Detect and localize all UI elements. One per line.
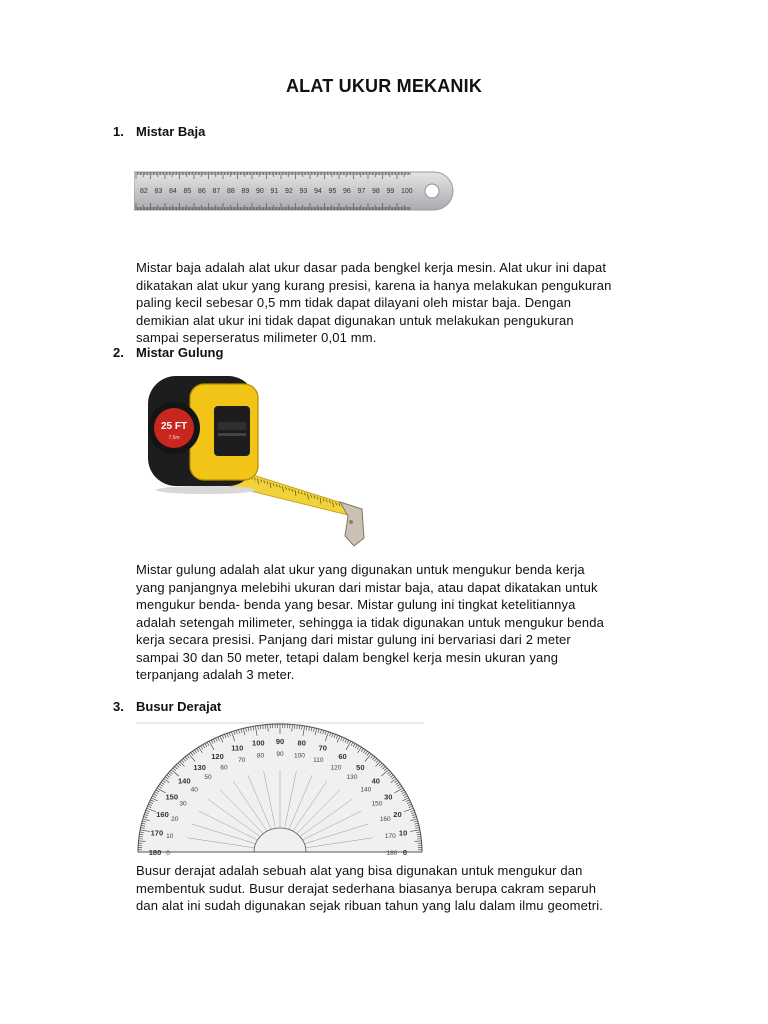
ruler-scale-label: 99 — [386, 188, 395, 195]
protractor-inner-label: 110 — [313, 756, 324, 764]
protractor-image — [136, 720, 424, 856]
protractor-outer-label: 10 — [398, 828, 408, 838]
section-title: Mistar Gulung — [136, 345, 224, 360]
section-heading-mistar-baja — [113, 124, 205, 139]
ruler-scale-label: 88 — [227, 188, 235, 195]
ruler-scale-label: 96 — [343, 188, 351, 195]
section-number: 2. — [113, 345, 124, 360]
paragraph-line: demikian alat ukur ini tidak dapat digunakan untuk melakukan pengukuran — [136, 312, 574, 328]
ruler-scale-label: 89 — [241, 188, 250, 195]
protractor-inner-label: 170 — [384, 832, 396, 840]
protractor-inner-label: 120 — [330, 764, 342, 772]
paragraph-line: kerja secara presisi. Panjang dari mistar gulung ini bervariasi dari 2 meter — [136, 632, 571, 647]
ruler-scale-label: 82 — [140, 188, 148, 195]
protractor-inner-label: 150 — [371, 800, 383, 808]
page-title: ALAT UKUR MEKANIK — [285, 76, 483, 96]
protractor-outer-label: 0 — [402, 848, 408, 856]
ruler-scale-label: 83 — [154, 188, 163, 195]
protractor-inner-label: 180 — [386, 850, 398, 856]
ruler-scale-label: 91 — [270, 188, 279, 195]
protractor-outer-label: 130 — [193, 762, 206, 772]
ruler-scale-label: 84 — [169, 188, 177, 195]
paragraph-mistar-baja — [136, 259, 696, 347]
section-heading-busur-derajat — [113, 699, 221, 714]
protractor-inner-label: 40 — [190, 786, 198, 794]
ruler-scale-label: 87 — [212, 188, 221, 195]
protractor-outer-label: 150 — [165, 792, 179, 802]
ruler-scale-label: 86 — [198, 188, 206, 195]
section-title: Busur Derajat — [136, 699, 222, 714]
protractor-outer-label: 60 — [338, 751, 347, 761]
protractor-outer-label: 140 — [177, 776, 191, 786]
protractor-inner-label: 20 — [171, 816, 179, 824]
paragraph-line: sampai seperseratus milimeter 0,01 mm. — [136, 330, 377, 345]
protractor-outer-label: 120 — [211, 751, 224, 761]
protractor-inner-label: 90 — [276, 751, 284, 758]
protractor-inner-label: 130 — [346, 774, 358, 782]
paragraph-line: Mistar gulung adalah alat ukur yang digunakan untuk mengukur benda kerja — [136, 562, 585, 577]
ruler-scale-label: 92 — [285, 188, 293, 195]
tape-case-sublabel: 7.5m — [168, 435, 180, 441]
paragraph-line: Busur derajat adalah sebuah alat yang bisa digunakan untuk mengukur dan — [136, 863, 583, 878]
paragraph-line: terpanjang adalah 3 meter. — [136, 667, 295, 682]
paragraph-line: membentuk sudut. Busur derajat sederhana biasanya berupa cakram separuh — [136, 880, 597, 896]
protractor-inner-label: 100 — [294, 752, 305, 760]
paragraph-line: sampai 30 dan 50 meter, tetapi dalam bengkel kerja mesin ukuran yang — [136, 649, 559, 665]
ruler-scale-label: 97 — [357, 188, 366, 195]
protractor-outer-label: 20 — [393, 810, 402, 820]
protractor-outer-label: 30 — [384, 792, 393, 802]
protractor-inner-label: 50 — [204, 774, 212, 782]
paragraph-line: Mistar baja adalah alat ukur dasar pada bengkel kerja mesin. Alat ukur ini dapat — [136, 260, 607, 275]
paragraph-line: yang panjangnya melebihi ukuran dari mistar baja, atau dapat dikatakan untuk — [136, 579, 598, 595]
section-number: 3. — [113, 699, 124, 714]
section-heading-mistar-gulung — [113, 345, 223, 360]
paragraph-mistar-gulung — [136, 561, 696, 684]
ruler-scale-label: 95 — [328, 188, 337, 195]
paragraph-busur-derajat — [136, 862, 696, 915]
tape-case-label: 25 FT — [160, 421, 188, 432]
section-number: 1. — [113, 124, 124, 139]
paragraph-line: dan alat ini sudah digunakan sejak ribuan tahun yang lalu dalam ilmu geometri. — [136, 898, 603, 913]
protractor-inner-label: 60 — [220, 764, 228, 772]
protractor-outer-label: 110 — [231, 743, 244, 753]
paragraph-line: adalah setengah milimeter, sehingga ia tidak digunakan untuk mengukur benda — [136, 614, 605, 630]
protractor-outer-label: 180 — [148, 848, 162, 856]
protractor-outer-label: 160 — [156, 810, 169, 820]
tape-measure-image — [140, 366, 370, 556]
protractor-outer-label: 80 — [297, 738, 306, 748]
protractor-inner-label: 30 — [179, 800, 187, 808]
ruler-scale-label: 93 — [299, 188, 308, 195]
ruler-scale-label: 90 — [256, 188, 264, 195]
protractor-inner-label: 0 — [166, 850, 170, 856]
protractor-outer-label: 70 — [318, 743, 327, 753]
protractor-outer-label: 90 — [275, 737, 285, 746]
protractor-inner-label: 140 — [360, 786, 372, 794]
section-title: Mistar Baja — [136, 124, 206, 139]
paragraph-line: dikatakan alat ukur yang kurang presisi, karena ia hanya melakukan pengukuran — [136, 277, 612, 293]
protractor-inner-label: 70 — [238, 756, 246, 764]
ruler-scale-label: 94 — [314, 188, 322, 195]
protractor-outer-label: 100 — [252, 738, 265, 748]
protractor-outer-label: 40 — [371, 776, 380, 786]
paragraph-line: mengukur benda- benda yang besar. Mistar gulung ini tingkat ketelitiannya — [136, 597, 576, 612]
protractor-inner-label: 80 — [256, 752, 265, 760]
ruler-scale-label: 100 — [401, 188, 413, 195]
ruler-scale-label: 85 — [183, 188, 192, 195]
paragraph-line: paling kecil sebesar 0,5 mm tidak dapat dilayani oleh mistar baja. Dengan — [136, 295, 572, 310]
protractor-outer-label: 170 — [150, 828, 164, 838]
protractor-inner-label: 160 — [379, 816, 391, 824]
steel-ruler-image — [134, 166, 456, 216]
protractor-inner-label: 10 — [166, 832, 174, 840]
ruler-scale-label: 98 — [372, 188, 380, 195]
protractor-outer-label: 50 — [356, 762, 365, 772]
